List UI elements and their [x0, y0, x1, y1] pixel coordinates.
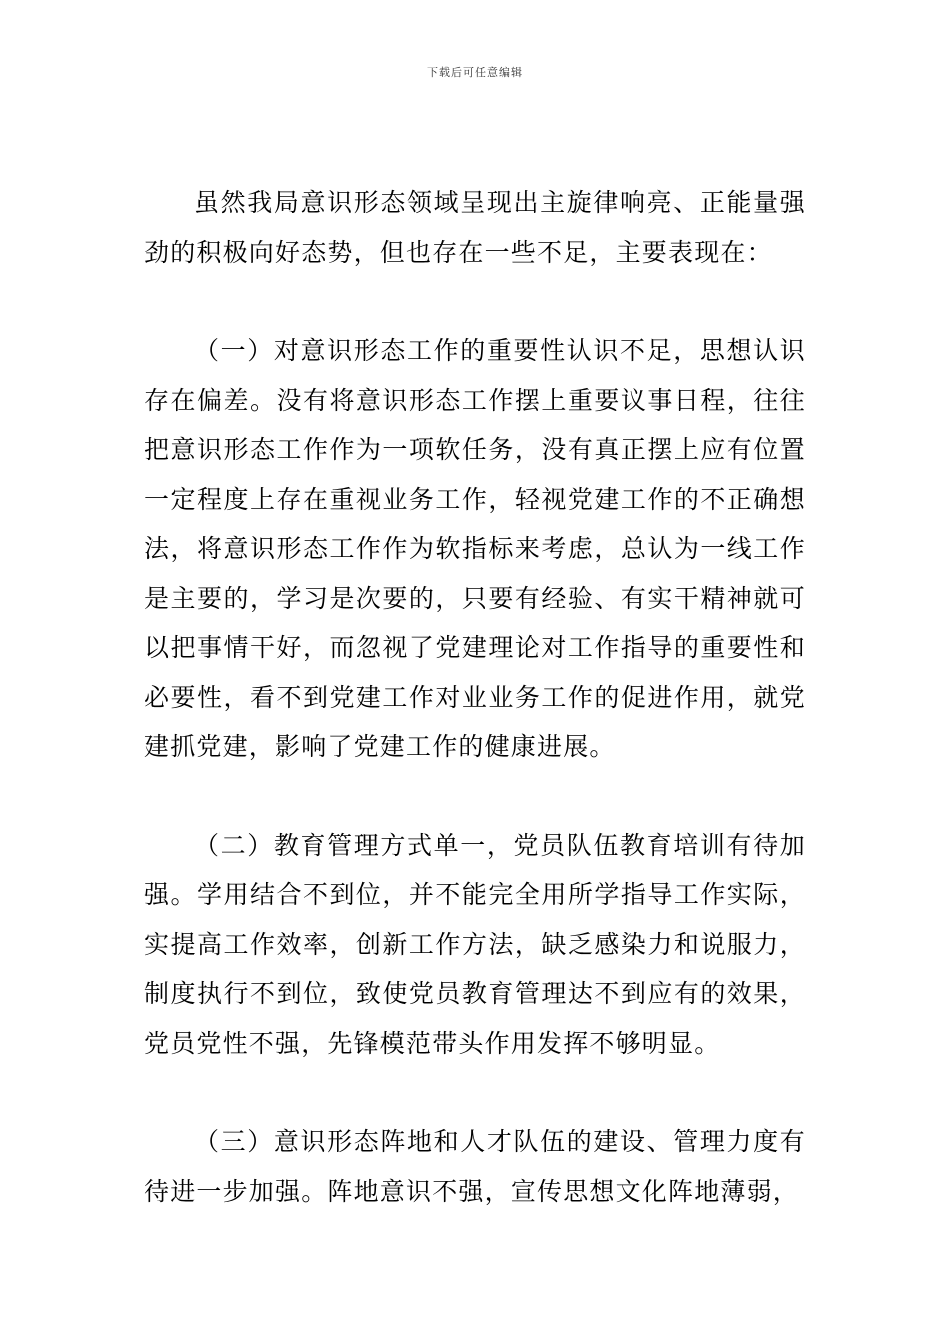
intro-paragraph: 虽然我局意识形态领域呈现出主旋律响亮、正能量强劲的积极向好态势，但也存在一些不足，主要表现在：: [144, 188, 806, 267]
document-body: [144, 178, 806, 1216]
section-3-paragraph: （三）意识形态阵地和人才队伍的建设、管理力度有待进一步加强。阵地意识不强，宣传思想文化阵地薄弱，: [144, 1127, 806, 1206]
section-1-paragraph: （一）对意识形态工作的重要性认识不足，思想认识存在偏差。没有将意识形态工作摆上重要议事日程，往往把意识形态工作作为一项软任务，没有真正摆上应有位置一定程度上存在重视业务工作，轻视党建工作的不正确想法，将意识形态工作作为软指标来考虑，总认为一线工作是主要的，学习是次要的，只要有经验、有实干精神就可以把事情干好，而忽视了党建理论对工作指导的重要性和必要性，看不到党建工作对业业务工作的促进作用，就党建抓党建，影响了党建工作的健康进展。: [144, 336, 806, 761]
header-note: 下载后可任意编辑: [427, 66, 523, 79]
section-2-paragraph: （二）教育管理方式单一，党员队伍教育培训有待加强。学用结合不到位，并不能完全用所学指导工作实际，实提高工作效率，创新工作方法，缺乏感染力和说服力，制度执行不到位，致使党员教育管理达不到应有的效果，党员党性不强，先锋模范带头作用发挥不够明显。: [144, 830, 806, 1058]
